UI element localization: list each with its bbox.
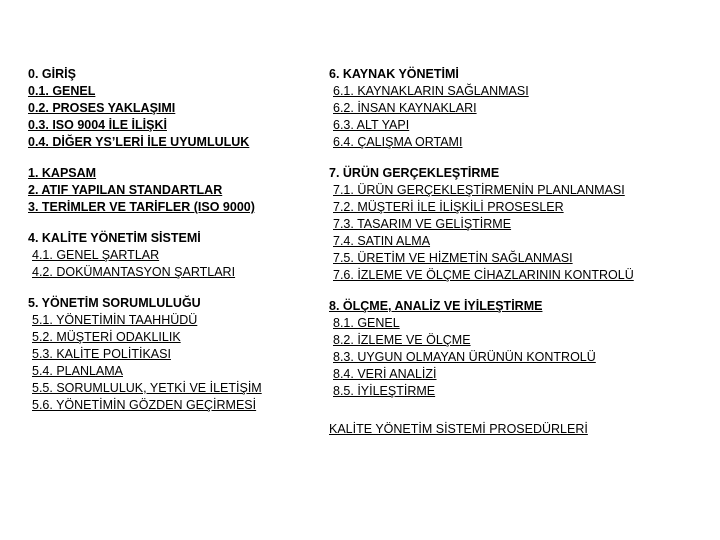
section-7-title: 7. ÜRÜN GERÇEKLEŞTİRME — [329, 166, 500, 180]
toc-link-7-1[interactable]: 7.1. ÜRÜN GERÇEKLEŞTİRMENİN PLANLANMASI — [333, 183, 625, 197]
toc-link-1-kapsam[interactable]: 1. KAPSAM — [28, 166, 97, 180]
toc-link-6-3[interactable]: 6.3. ALT YAPI — [333, 118, 410, 132]
section-8-title-link[interactable]: 8. ÖLÇME, ANALİZ VE İYİLEŞTİRME — [329, 299, 543, 313]
section-1-3-group — [28, 165, 308, 216]
toc-link-0-2[interactable]: 0.2. PROSES YAKLAŞIMI — [28, 101, 176, 115]
toc-link-5-3[interactable]: 5.3. KALİTE POLİTİKASI — [32, 347, 171, 361]
toc-link-0-3[interactable]: 0.3. ISO 9004 İLE İLİŞKİ — [28, 118, 167, 132]
section-7-group — [329, 165, 709, 284]
section-5-group — [28, 295, 308, 414]
section-5-title: 5. YÖNETİM SORUMLULUĞU — [28, 296, 201, 310]
toc-link-8-4[interactable]: 8.4. VERİ ANALİZİ — [333, 367, 437, 381]
toc-link-5-5[interactable]: 5.5. SORUMLULUK, YETKİ VE İLETİŞİM — [32, 381, 262, 395]
procedures-link[interactable]: KALİTE YÖNETİM SİSTEMİ PROSEDÜRLERİ — [329, 422, 588, 436]
toc-link-3-terimler[interactable]: 3. TERİMLER VE TARİFLER (ISO 9000) — [28, 200, 255, 214]
section-8-group — [329, 298, 709, 400]
right-column — [329, 66, 709, 436]
toc-link-6-4[interactable]: 6.4. ÇALIŞMA ORTAMI — [333, 135, 463, 149]
toc-link-5-4[interactable]: 5.4. PLANLAMA — [32, 364, 124, 378]
section-0-group — [28, 66, 308, 151]
toc-link-7-3[interactable]: 7.3. TASARIM VE GELİŞTİRME — [333, 217, 512, 231]
toc-link-5-2[interactable]: 5.2. MÜŞTERİ ODAKLILIK — [32, 330, 181, 344]
left-column — [28, 66, 308, 428]
toc-link-8-2[interactable]: 8.2. İZLEME VE ÖLÇME — [333, 333, 471, 347]
section-0-title: 0. GİRİŞ — [28, 67, 76, 81]
toc-link-8-3[interactable]: 8.3. UYGUN OLMAYAN ÜRÜNÜN KONTROLÜ — [333, 350, 596, 364]
toc-link-7-4[interactable]: 7.4. SATIN ALMA — [333, 234, 431, 248]
toc-link-7-6[interactable]: 7.6. İZLEME VE ÖLÇME CİHAZLARININ KONTROLÜ — [333, 268, 634, 282]
toc-link-4-2[interactable]: 4.2. DOKÜMANTASYON ŞARTLARI — [32, 265, 236, 279]
toc-link-6-2[interactable]: 6.2. İNSAN KAYNAKLARI — [333, 101, 477, 115]
toc-link-5-1[interactable]: 5.1. YÖNETİMİN TAAHHÜDÜ — [32, 313, 198, 327]
section-6-title: 6. KAYNAK YÖNETİMİ — [329, 67, 459, 81]
toc-link-0-4[interactable]: 0.4. DİĞER YS’LERİ İLE UYUMLULUK — [28, 135, 250, 149]
toc-link-8-5[interactable]: 8.5. İYİLEŞTİRME — [333, 384, 436, 398]
toc-link-4-1[interactable]: 4.1. GENEL ŞARTLAR — [32, 248, 160, 262]
toc-link-8-1[interactable]: 8.1. GENEL — [333, 316, 400, 330]
toc-link-7-5[interactable]: 7.5. ÜRETİM VE HİZMETİN SAĞLANMASI — [333, 251, 573, 265]
section-6-group — [329, 66, 709, 151]
toc-link-0-1[interactable]: 0.1. GENEL — [28, 84, 96, 98]
toc-link-2-atif[interactable]: 2. ATIF YAPILAN STANDARTLAR — [28, 183, 223, 197]
section-4-group — [28, 230, 308, 281]
toc-link-7-2[interactable]: 7.2. MÜŞTERİ İLE İLİŞKİLİ PROSESLER — [333, 200, 564, 214]
toc-link-5-6[interactable]: 5.6. YÖNETİMİN GÖZDEN GEÇİRMESİ — [32, 398, 257, 412]
toc-link-6-1[interactable]: 6.1. KAYNAKLARIN SAĞLANMASI — [333, 84, 529, 98]
section-4-title: 4. KALİTE YÖNETİM SİSTEMİ — [28, 231, 201, 245]
